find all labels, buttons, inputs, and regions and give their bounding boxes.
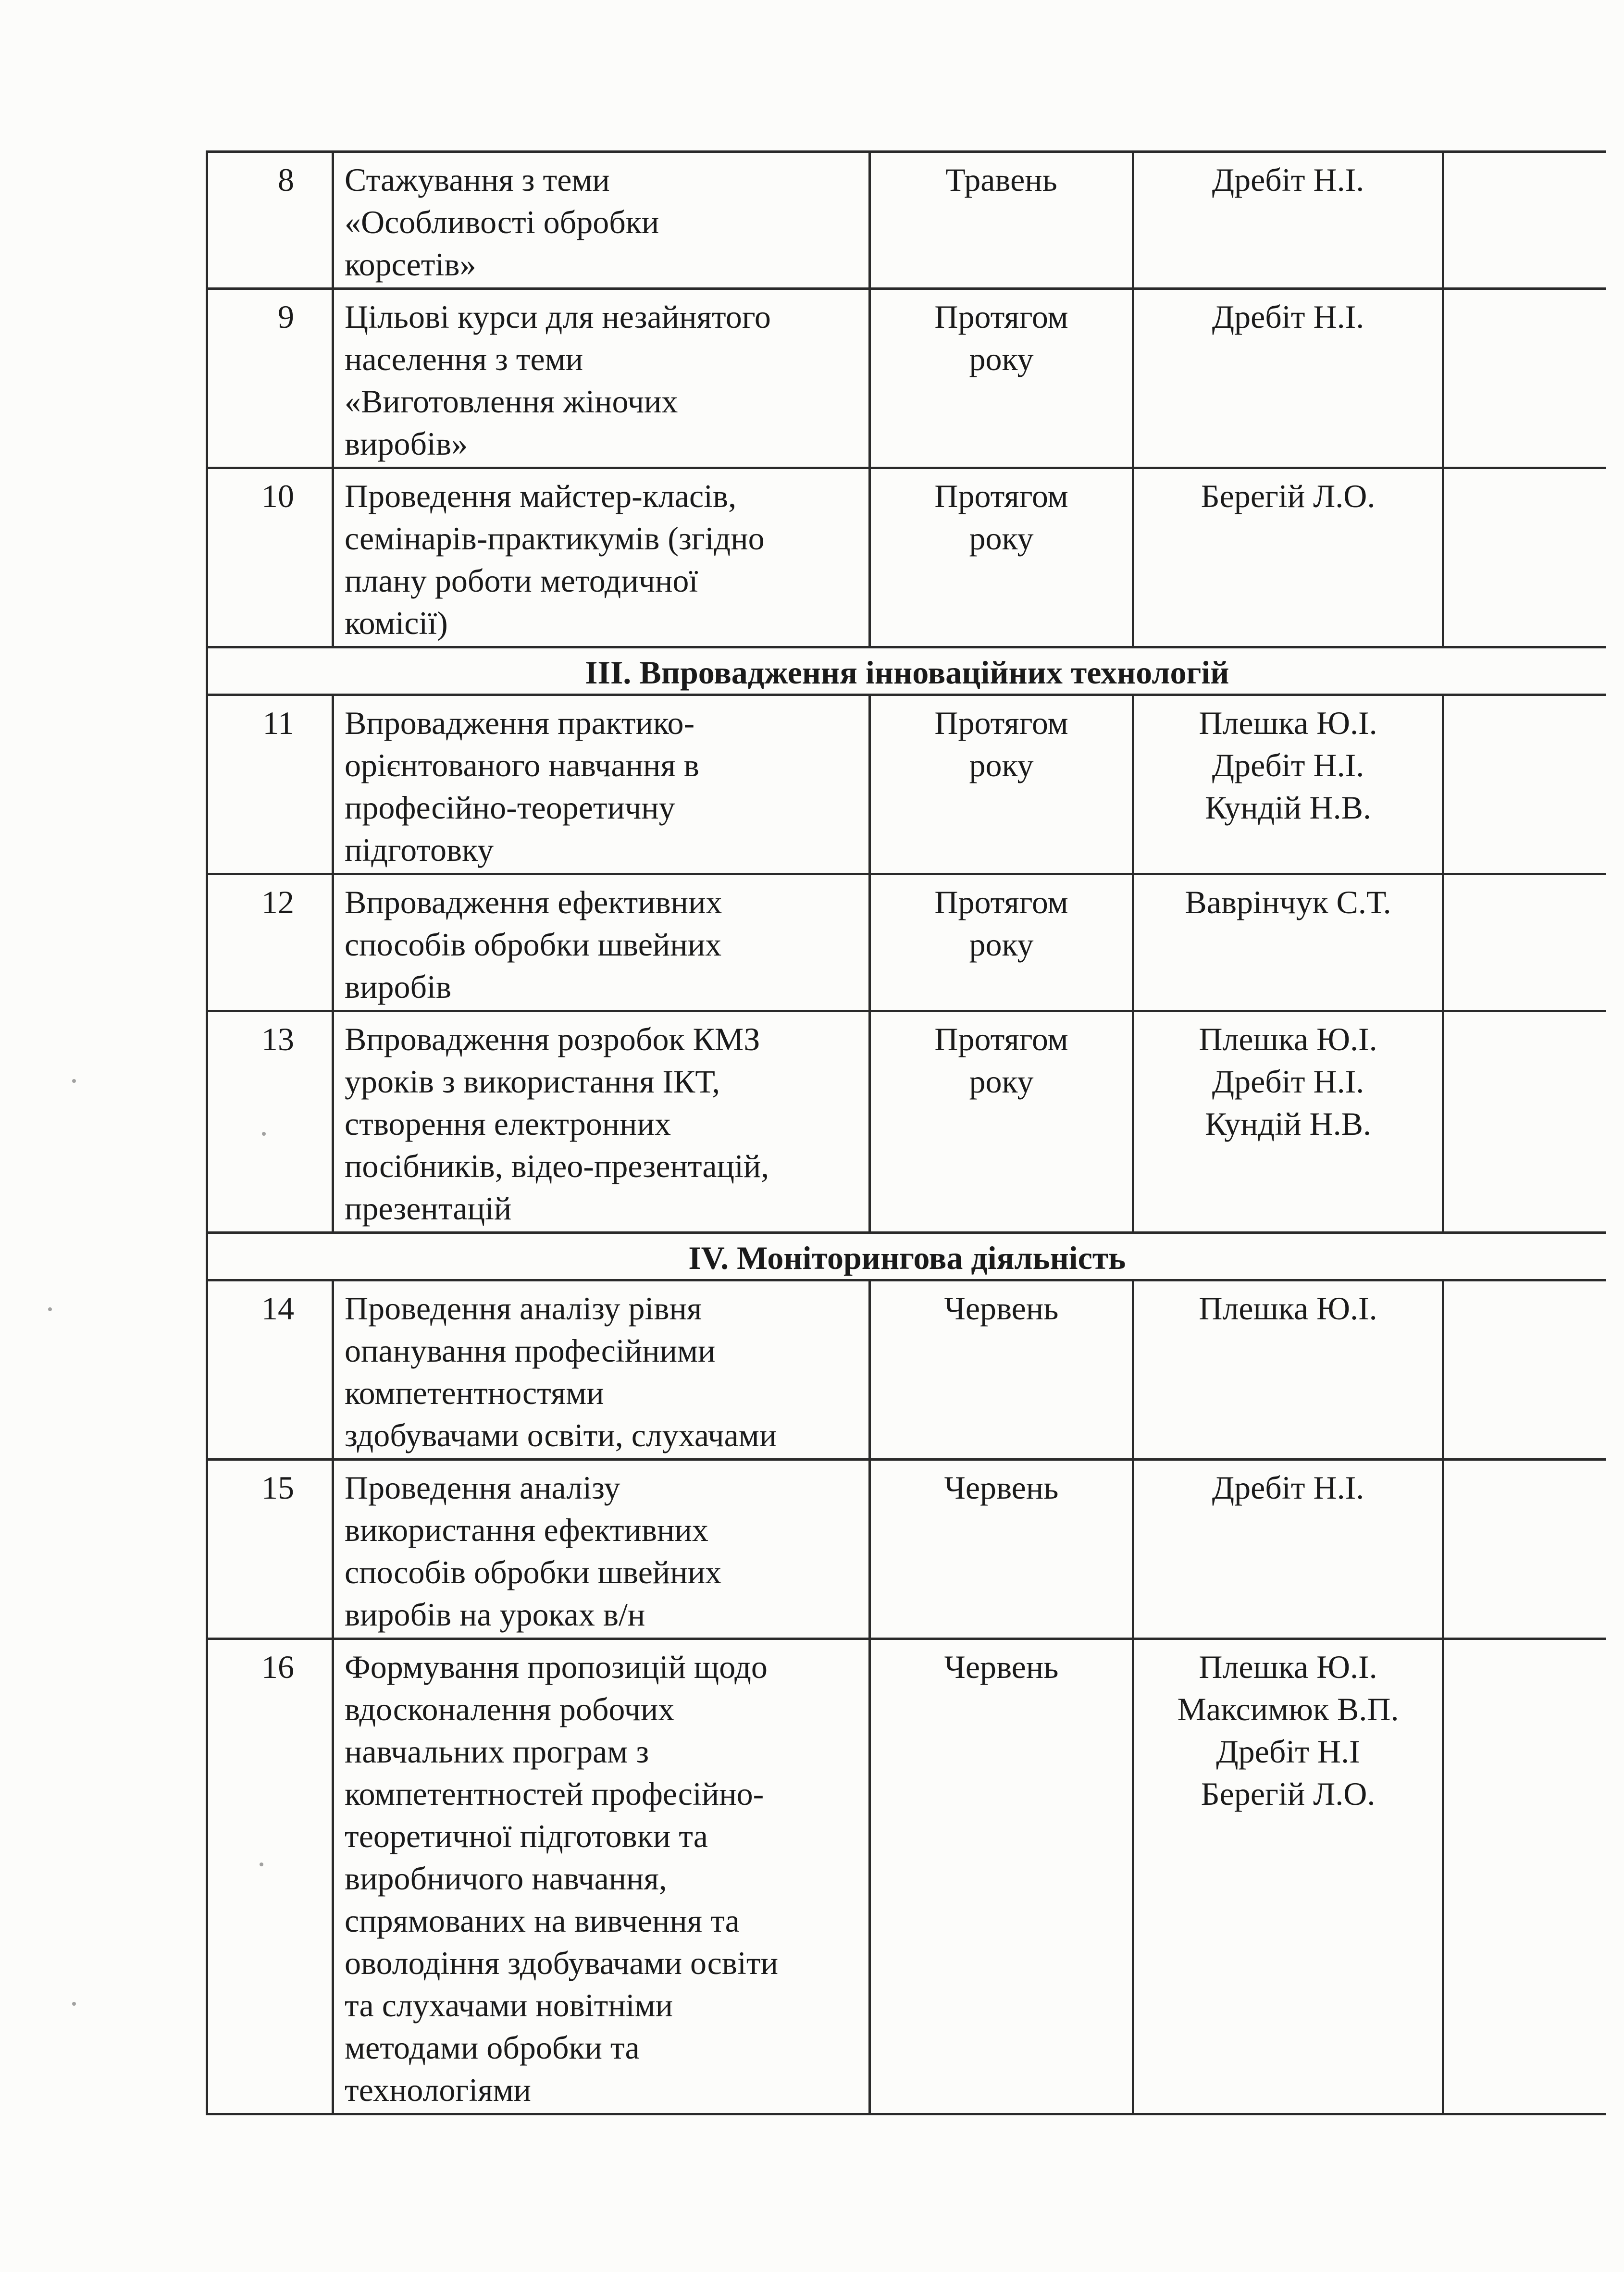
responsible-name: Дребіт Н.І.: [1212, 298, 1364, 335]
event-line: Впровадження практико-: [345, 705, 695, 741]
term-line: Протягом: [934, 478, 1068, 514]
term-line: року: [969, 520, 1034, 557]
term-cell: [870, 1460, 1133, 1639]
responsible-cell: [1133, 1280, 1443, 1460]
plan-table: [206, 150, 1606, 2115]
responsible-cell: [1133, 874, 1443, 1011]
event-line: виробничого навчання,: [345, 1860, 667, 1897]
responsible-name: Дребіт Н.І.: [1212, 1063, 1364, 1100]
mark-cell: [1443, 468, 1606, 647]
event-line: технологіями: [345, 2072, 531, 2108]
event-cell: [333, 1460, 870, 1639]
event-line: теоретичної підготовки та: [345, 1818, 708, 1854]
row-number-cell: 14: [207, 1280, 333, 1460]
event-line: Формування пропозицій щодо: [345, 1649, 768, 1685]
scan-speck: [260, 1862, 263, 1866]
responsible-name: Кундій Н.В.: [1205, 1105, 1371, 1142]
event-cell: [333, 468, 870, 647]
event-line: Цільові курси для незайнятого: [345, 298, 771, 335]
row-number-cell: 13: [207, 1011, 333, 1233]
responsible-name: Дребіт Н.І.: [1212, 161, 1364, 198]
section-row: [207, 647, 1606, 695]
responsible-cell: [1133, 1460, 1443, 1639]
table-row: [207, 468, 1606, 647]
mark-cell: [1443, 1639, 1606, 2114]
responsible-cell: [1133, 468, 1443, 647]
event-line: «Виготовлення жіночих: [345, 383, 678, 420]
responsible-name: Плешка Ю.І.: [1199, 1290, 1377, 1327]
event-line: Проведення аналізу рівня: [345, 1290, 702, 1327]
event-line: «Особливості обробки: [345, 204, 659, 240]
term-line: Червень: [944, 1469, 1059, 1506]
event-line: Впровадження ефективних: [345, 884, 722, 920]
responsible-cell: [1133, 695, 1443, 874]
mark-cell: [1443, 289, 1606, 468]
event-line: комісії): [345, 605, 448, 641]
event-line: Впровадження розробок КМЗ: [345, 1021, 760, 1057]
table-row: [207, 695, 1606, 874]
event-line: компетентностей професійно-: [345, 1775, 764, 1812]
responsible-cell: [1133, 1011, 1443, 1233]
row-number-cell: 15: [207, 1460, 333, 1639]
event-line: вдосконалення робочих: [345, 1691, 675, 1727]
mark-cell: [1443, 695, 1606, 874]
term-line: Травень: [945, 161, 1057, 198]
term-cell: [870, 289, 1133, 468]
responsible-name: Кундій Н.В.: [1205, 789, 1371, 826]
event-line: підготовку: [345, 832, 494, 868]
event-cell: [333, 874, 870, 1011]
scan-speck: [72, 1079, 76, 1083]
event-line: компетентностями: [345, 1375, 604, 1411]
event-line: спрямованих на вивчення та: [345, 1902, 740, 1939]
responsible-name: Плешка Ю.І.: [1199, 705, 1377, 741]
event-cell: [333, 695, 870, 874]
term-line: Протягом: [934, 884, 1068, 920]
event-line: опанування професійними: [345, 1332, 716, 1369]
event-line: Проведення майстер-класів,: [345, 478, 737, 514]
table-row: [207, 1280, 1606, 1460]
event-cell: [333, 1280, 870, 1460]
responsible-name: Дребіт Н.І.: [1212, 747, 1364, 783]
term-cell: [870, 695, 1133, 874]
row-number-cell: 11: [207, 695, 333, 874]
event-cell: [333, 289, 870, 468]
term-line: Червень: [944, 1649, 1059, 1685]
event-line: орієнтованого навчання в: [345, 747, 699, 783]
responsible-cell: [1133, 289, 1443, 468]
scan-speck: [48, 1307, 52, 1311]
mark-cell: [1443, 1280, 1606, 1460]
responsible-cell: [1133, 152, 1443, 289]
event-line: професійно-теоретичну: [345, 789, 675, 826]
event-line: плану роботи методичної: [345, 562, 698, 599]
event-cell: [333, 1011, 870, 1233]
row-number-cell: 16: [207, 1639, 333, 2114]
term-line: року: [969, 341, 1034, 377]
term-cell: [870, 152, 1133, 289]
row-number-cell: 9: [207, 289, 333, 468]
term-line: Протягом: [934, 1021, 1068, 1057]
event-line: виробів»: [345, 425, 468, 462]
table-row: [207, 1639, 1606, 2114]
responsible-name: Дребіт Н.І.: [1212, 1469, 1364, 1506]
scan-speck: [262, 1132, 266, 1136]
section-row: [207, 1233, 1606, 1280]
event-line: здобувачами освіти, слухачами: [345, 1417, 777, 1453]
table-row: [207, 1011, 1606, 1233]
section-title: ІV. Моніторингова діяльність: [207, 1233, 1606, 1280]
event-line: корсетів»: [345, 246, 476, 283]
term-cell: [870, 1280, 1133, 1460]
event-cell: [333, 152, 870, 289]
table-row: [207, 289, 1606, 468]
term-cell: [870, 874, 1133, 1011]
event-line: оволодіння здобувачами освіти: [345, 1945, 778, 1981]
table-row: [207, 1460, 1606, 1639]
responsible-name: Максимюк В.П.: [1177, 1691, 1399, 1727]
term-cell: [870, 1639, 1133, 2114]
table-row: [207, 874, 1606, 1011]
event-line: створення електронних: [345, 1105, 671, 1142]
event-line: методами обробки та: [345, 2029, 640, 2066]
scan-speck: [72, 2002, 76, 2006]
event-cell: [333, 1639, 870, 2114]
event-line: та слухачами новітніми: [345, 1987, 673, 2024]
event-line: населення з теми: [345, 341, 583, 377]
event-line: семінарів-практикумів (згідно: [345, 520, 765, 557]
event-line: Стажування з теми: [345, 161, 610, 198]
responsible-name: Плешка Ю.І.: [1199, 1649, 1377, 1685]
term-line: року: [969, 1063, 1034, 1100]
responsible-name: Плешка Ю.І.: [1199, 1021, 1377, 1057]
responsible-name: Дребіт Н.І: [1216, 1733, 1360, 1770]
section-title: ІІІ. Впровадження інноваційних технологій: [207, 647, 1606, 695]
event-line: використання ефективних: [345, 1512, 708, 1548]
mark-cell: [1443, 1011, 1606, 1233]
row-number-cell: 12: [207, 874, 333, 1011]
mark-cell: [1443, 152, 1606, 289]
responsible-name: Ваврінчук С.Т.: [1185, 884, 1391, 920]
event-line: презентацій: [345, 1190, 512, 1227]
term-line: Протягом: [934, 298, 1068, 335]
row-number-cell: 8: [207, 152, 333, 289]
responsible-name: Берегій Л.О.: [1201, 1775, 1376, 1812]
term-cell: [870, 1011, 1133, 1233]
event-line: посібників, відео-презентацій,: [345, 1148, 769, 1184]
event-line: виробів на уроках в/н: [345, 1596, 645, 1633]
term-cell: [870, 468, 1133, 647]
responsible-cell: [1133, 1639, 1443, 2114]
term-line: року: [969, 926, 1034, 963]
event-line: способів обробки швейних: [345, 926, 722, 963]
term-line: Червень: [944, 1290, 1059, 1327]
event-line: навчальних програм з: [345, 1733, 649, 1770]
responsible-name: Берегій Л.О.: [1201, 478, 1376, 514]
event-line: уроків з використання ІКТ,: [345, 1063, 720, 1100]
event-line: виробів: [345, 968, 452, 1005]
table-row: [207, 152, 1606, 289]
event-line: Проведення аналізу: [345, 1469, 620, 1506]
mark-cell: [1443, 1460, 1606, 1639]
event-line: способів обробки швейних: [345, 1554, 722, 1590]
term-line: Протягом: [934, 705, 1068, 741]
row-number-cell: 10: [207, 468, 333, 647]
mark-cell: [1443, 874, 1606, 1011]
term-line: року: [969, 747, 1034, 783]
